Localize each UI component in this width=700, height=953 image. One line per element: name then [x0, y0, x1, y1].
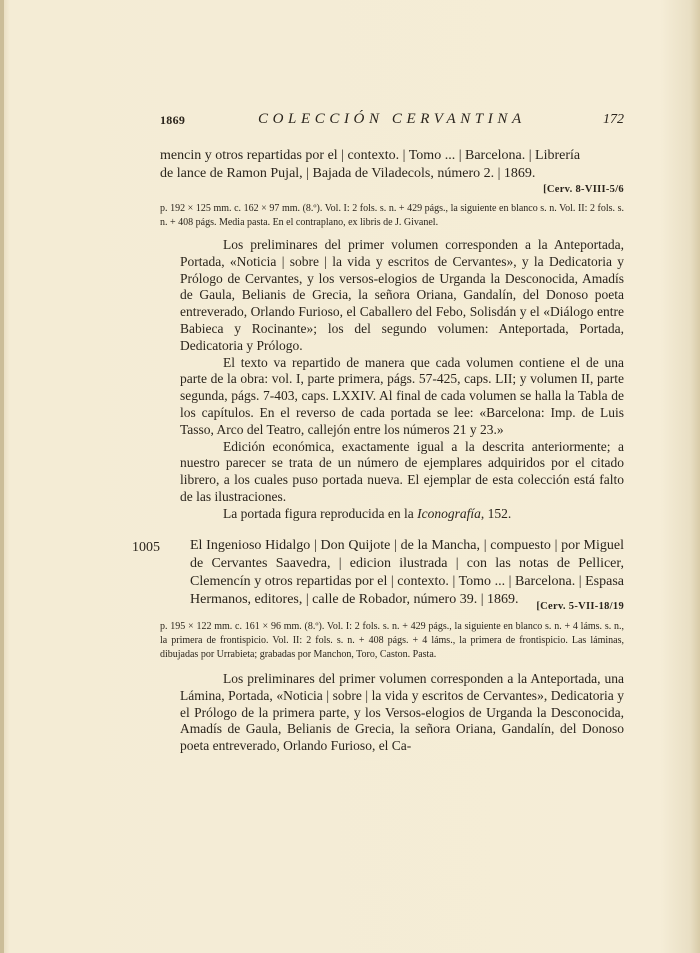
- entry-number: 1005: [132, 540, 160, 555]
- entry-1005-shelfmark: [Cerv. 5-VII-18/19: [536, 601, 624, 612]
- reference-line: mencin y otros repartidas por el | contexto. | Tomo ... | Barcelona. | Librería: [160, 148, 581, 163]
- reference-line: de lance de Ramon Pujal, | Bajada de Viladecols, número 2. | 1869.: [160, 166, 536, 181]
- note-paragraph: Los preliminares del primer volumen corresponden a la Anteportada, una Lámina, Portada, «Noticia | sobre | la vida y escritos de Cervantes», Dedicatoria y el Prólogo de la primera parte, y los Versos-elogios de Urganda la Desconocida, Amadís de Gaula, Belianis de Grecia, la señora Oriana, Gandalín, del Donoso poeta entreverado, Orlando Furioso, el Ca-: [180, 671, 624, 754]
- description-text: p. 195 × 122 mm. c. 161 × 96 mm. (8.º). Vol. I: 2 fols. s. n. + 429 págs., la siguiente en blanco s. n. + 4 láms. s. n., la primera de frontispicio. Vol. II: 2 fols. s. n. + 408 págs. + 4 láms., la primera de frontispicio. Las láminas, dibujadas por Urrabieta; grabadas por Manchon, Toro, Caston. Pasta.: [160, 621, 624, 660]
- entry-1005-description: [160, 620, 624, 662]
- entry-1005-reference: [190, 537, 624, 609]
- entry-1005-notes: [160, 671, 624, 755]
- page-spine-edge: [0, 0, 4, 953]
- header-page-number: 172: [603, 112, 624, 127]
- running-header: [160, 113, 624, 133]
- note-paragraph-iconografia: [180, 506, 624, 523]
- note-paragraph: Edición económica, exactamente igual a la descrita anteriormente; a nuestro parecer se trata de un número de ejemplares adquiridos por el citado librero, a los cuales puso portada nueva. El ejemplar de esta colección está falto de las ilustraciones.: [180, 438, 624, 504]
- header-year: 1869: [160, 113, 186, 127]
- note-paragraph: Los preliminares del primer volumen corresponden a la Anteportada, Portada, «Noticia | sobre | la vida y escritos de Cervantes», y la Dedicatoria y Prólogo de Cervantes, y los versos-elogios de Urganda la Desconocida, Amadís de Gaula, Belianis de Grecia, la señora Oriana, Gandalín, del Donoso poeta entreverado, Orlando Furioso, el Caballero del Febo, Solisdán y el «Diálogo entre Babieca y Rocinante»; los del segundo volumen: Anteportada, Portada, Dedicatoria y Prólogo.: [180, 237, 624, 353]
- entry-prev-shelfmark: [Cerv. 8-VIII-5/6: [543, 184, 624, 195]
- reference-text: El Ingenioso Hidalgo | Don Quijote | de la Mancha, | compuesto | por Miguel de Cervantes Saavedra, | edicion ilustrada | con las notas de Pellicer, Clemencín y otros repartidas por el | contexto. | Tomo ... | Barcelona. | Espasa Hermanos, editores, | calle de Robador, número 39. | 1869.: [190, 538, 624, 607]
- entry-prev: [160, 147, 624, 523]
- header-collection-title: COLECCIÓN CERVANTINA: [258, 111, 526, 127]
- iconography-page: , 152.: [480, 505, 512, 521]
- iconography-text: La portada figura reproducida en la: [223, 505, 418, 521]
- entry-prev-description: [160, 202, 624, 230]
- entry-1005-details: [160, 600, 624, 755]
- entry-prev-reference: [160, 147, 624, 183]
- entry-1005: [190, 537, 624, 609]
- note-paragraph: El texto va repartido de manera que cada volumen contiene el de una parte de la obra: vol. I, parte primera, págs. 57-425, caps. LII; y volumen II, parte segunda, págs. 7-403, caps. LXXIV. Al final de cada volumen se halla la Tabla de los capítulos. En el reverso de cada portada se lee: «Barcelona: Imp. de Luis Tasso, Arco del Teatro, callejón entre los números 21 y 23.»: [180, 354, 624, 437]
- description-text: p. 192 × 125 mm. c. 162 × 97 mm. (8.º). Vol. I: 2 fols. s. n. + 429 págs., la siguiente en blanco s. n. Vol. II: 2 fols. s. n. + 408 págs. Media pasta. En el contraplano, ex libris de J. Givanel.: [160, 203, 624, 228]
- iconography-title: Iconografía: [417, 505, 481, 521]
- entry-prev-notes: [160, 237, 624, 523]
